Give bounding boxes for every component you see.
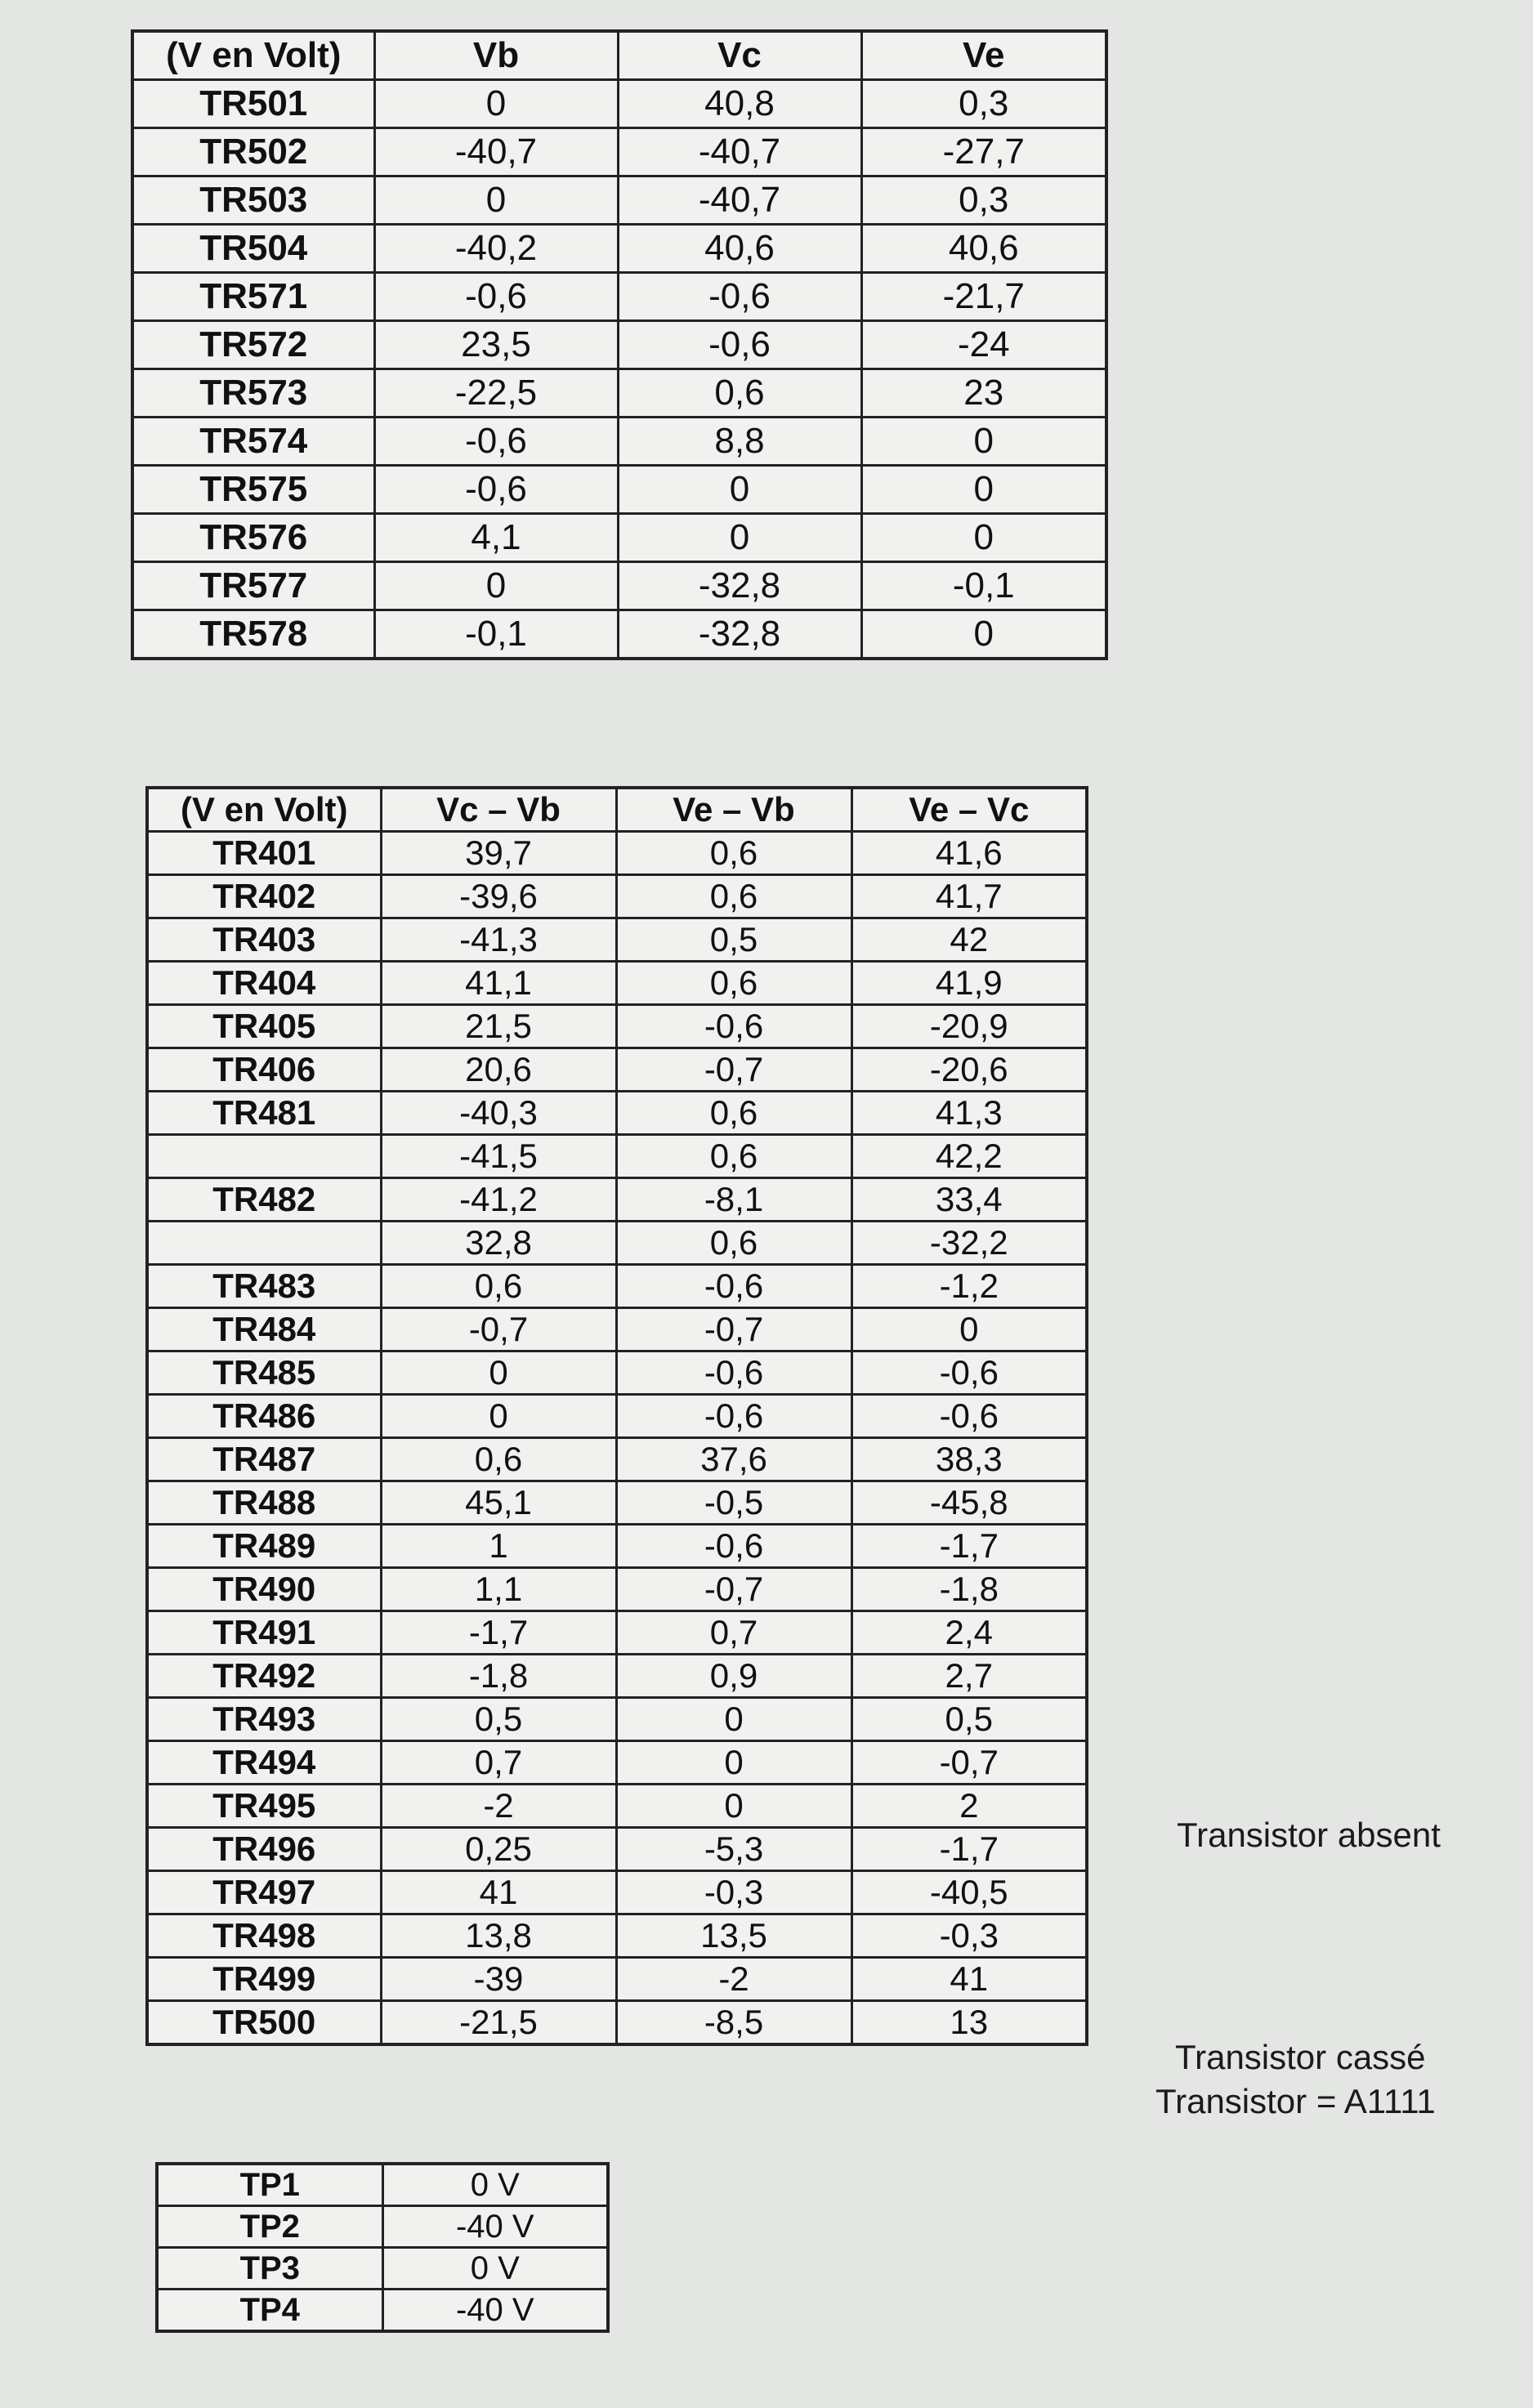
table-row [157,2164,608,2206]
table-row [147,1005,1087,1048]
table-cell: 0 [618,514,861,562]
table-row [147,832,1087,875]
column-header: Vc – Vb [381,788,616,832]
table-cell: 0 [374,176,618,225]
table-cell: 41,7 [851,875,1087,918]
table-cell: 0 [616,1698,851,1741]
table-cell: -0,6 [616,1005,851,1048]
row-label: TR573 [132,369,374,418]
row-label: TR487 [147,1438,381,1481]
table-cell: -0,3 [851,1914,1087,1958]
table-cell: -0,6 [851,1351,1087,1395]
table-cell: 0,7 [616,1611,851,1655]
table-cell: 13 [851,2001,1087,2045]
row-label [147,1222,381,1265]
column-header: Ve – Vb [616,788,851,832]
table-row [132,273,1106,321]
table-row [132,225,1106,273]
table-cell: -40,2 [374,225,618,273]
table-cell: -0,6 [851,1395,1087,1438]
table-cell: 21,5 [381,1005,616,1048]
column-header: (V en Volt) [132,31,374,80]
table-cell: -0,6 [616,1351,851,1395]
table-row [132,610,1106,659]
row-label: TR481 [147,1092,381,1135]
row-label: TR578 [132,610,374,659]
table-row [132,514,1106,562]
table-cell: -1,2 [851,1265,1087,1308]
table-cell: -5,3 [616,1828,851,1871]
table-cell: -0,1 [861,562,1106,610]
table-cell: 41,3 [851,1092,1087,1135]
table-cell: -0,6 [616,1265,851,1308]
row-label: TR486 [147,1395,381,1438]
table-cell: 0,25 [381,1828,616,1871]
table-cell: 32,8 [381,1222,616,1265]
table-cell: 42 [851,918,1087,962]
table-row [132,80,1106,128]
column-header: Ve – Vc [851,788,1087,832]
table-cell: -1,7 [851,1525,1087,1568]
table-cell: 0,3 [861,176,1106,225]
row-label: TR493 [147,1698,381,1741]
table-cell: 0,9 [616,1655,851,1698]
row-label: TR406 [147,1048,381,1092]
row-label [147,1135,381,1178]
table-cell: 40,6 [618,225,861,273]
row-label: TR504 [132,225,374,273]
table-cell: -22,5 [374,369,618,418]
test-point-table [155,2162,610,2333]
table-cell: 0,6 [618,369,861,418]
table-cell: -39,6 [381,875,616,918]
table-cell: 0,6 [381,1438,616,1481]
row-label: TR484 [147,1308,381,1351]
table-cell: -41,3 [381,918,616,962]
table-cell: -39 [381,1958,616,2001]
table-cell: -0,6 [618,273,861,321]
table-header-row [132,31,1106,80]
table-cell: -40,7 [618,176,861,225]
table-row [147,1914,1087,1958]
table-row [147,1785,1087,1828]
table-cell: -1,7 [381,1611,616,1655]
table-cell: 13,8 [381,1914,616,1958]
row-label: TR492 [147,1655,381,1698]
table-cell: 0,6 [616,1222,851,1265]
table-cell: -1,8 [381,1655,616,1698]
table-cell: -0,3 [616,1871,851,1914]
table-cell: -21,5 [381,2001,616,2045]
table-row [147,962,1087,1005]
table-cell: 42,2 [851,1135,1087,1178]
table-cell: -0,1 [374,610,618,659]
row-label: TR496 [147,1828,381,1871]
table-cell: 0 [374,562,618,610]
table-cell: 39,7 [381,832,616,875]
table-row [132,321,1106,369]
table-cell: 0 [861,418,1106,466]
table-row [132,176,1106,225]
table-cell: 0,5 [381,1698,616,1741]
table-cell: 0 [861,610,1106,659]
table-cell: 4,1 [374,514,618,562]
table-cell: 40,8 [618,80,861,128]
table-row [157,2206,608,2248]
column-header: Ve [861,31,1106,80]
table-cell: -2 [381,1785,616,1828]
table-cell: 0,7 [381,1741,616,1785]
table-cell: -32,8 [618,610,861,659]
table-cell: -41,5 [381,1135,616,1178]
table-cell: 0,6 [616,962,851,1005]
table-cell: -0,6 [374,273,618,321]
table-row [147,1741,1087,1785]
row-label: TR490 [147,1568,381,1611]
table-row [132,128,1106,176]
row-label: TR401 [147,832,381,875]
table-row [147,1351,1087,1395]
table-cell: 0 [618,466,861,514]
table-cell: -0,7 [616,1568,851,1611]
table-cell: 13,5 [616,1914,851,1958]
table-row [147,1828,1087,1871]
table-cell: -1,7 [851,1828,1087,1871]
row-label: TR497 [147,1871,381,1914]
table-row [147,1265,1087,1308]
table-cell: 37,6 [616,1438,851,1481]
table-cell: -41,2 [381,1178,616,1222]
table-cell: -0,7 [381,1308,616,1351]
table-row [147,1611,1087,1655]
table-cell: -21,7 [861,273,1106,321]
table-cell: -0,7 [616,1048,851,1092]
note-transistor-absent: Transistor absent [1177,1816,1441,1854]
table-cell: 20,6 [381,1048,616,1092]
table-row [157,2248,608,2290]
table-row [132,418,1106,466]
table-cell: 0,6 [381,1265,616,1308]
table-cell: -0,7 [851,1741,1087,1785]
table-cell: -40 V [382,2290,608,2332]
table-cell: -0,6 [374,466,618,514]
table-row [147,1048,1087,1092]
table-cell: 2,7 [851,1655,1087,1698]
table-cell: -45,8 [851,1481,1087,1525]
table-cell: 0 [861,466,1106,514]
table-cell: 41,6 [851,832,1087,875]
table-cell: 0 [851,1308,1087,1351]
table-cell: -1,8 [851,1568,1087,1611]
row-label: TR405 [147,1005,381,1048]
table-cell: 0,5 [851,1698,1087,1741]
table-row [147,1871,1087,1914]
table-row [147,1655,1087,1698]
table-cell: -32,8 [618,562,861,610]
row-label: TR499 [147,1958,381,2001]
table-cell: -0,6 [616,1395,851,1438]
row-label: TR501 [132,80,374,128]
table-cell: -20,6 [851,1048,1087,1092]
table-row [157,2290,608,2332]
column-header: Vc [618,31,861,80]
table-row [147,1958,1087,2001]
table-cell: 45,1 [381,1481,616,1525]
table-cell: 0 [381,1351,616,1395]
row-label: TR503 [132,176,374,225]
table-row [147,1178,1087,1222]
table-cell: 2 [851,1785,1087,1828]
table-row [132,562,1106,610]
row-label: TR402 [147,875,381,918]
table-cell: 0 [616,1785,851,1828]
table-cell: 0 [374,80,618,128]
transistor-voltage-table [131,29,1108,660]
table-cell: 0,3 [861,80,1106,128]
table-cell: 8,8 [618,418,861,466]
table-row [147,1438,1087,1481]
table-cell: -40 V [382,2206,608,2248]
table-cell: 1 [381,1525,616,1568]
table-row [147,1395,1087,1438]
table-row [147,1308,1087,1351]
table-cell: -2 [616,1958,851,2001]
row-label: TR502 [132,128,374,176]
table-cell: 38,3 [851,1438,1087,1481]
table-cell: 0 [616,1741,851,1785]
table-cell: 41 [381,1871,616,1914]
table-cell: 2,4 [851,1611,1087,1655]
table-cell: 41,1 [381,962,616,1005]
row-label: TR482 [147,1178,381,1222]
table-cell: 0 [381,1395,616,1438]
table-cell: 0,6 [616,832,851,875]
table-row [147,875,1087,918]
table-cell: 23,5 [374,321,618,369]
row-label: TR491 [147,1611,381,1655]
table-header-row [147,788,1087,832]
table-cell: -20,9 [851,1005,1087,1048]
table-cell: -40,7 [374,128,618,176]
table-row [147,1135,1087,1178]
row-label: TR500 [147,2001,381,2045]
row-label: TP2 [157,2206,382,2248]
transistor-voltage-difference-table [145,786,1088,2046]
table-row [147,1698,1087,1741]
row-label: TR575 [132,466,374,514]
row-label: TR577 [132,562,374,610]
column-header: (V en Volt) [147,788,381,832]
table-row [147,2001,1087,2045]
row-label: TR485 [147,1351,381,1395]
table-cell: -0,7 [616,1308,851,1351]
table-row [147,918,1087,962]
row-label: TR574 [132,418,374,466]
table-cell: 41 [851,1958,1087,2001]
table-cell: -0,6 [616,1525,851,1568]
table-cell: -0,6 [374,418,618,466]
row-label: TR495 [147,1785,381,1828]
row-label: TR498 [147,1914,381,1958]
table-cell: 23 [861,369,1106,418]
table-cell: -8,1 [616,1178,851,1222]
table-cell: -24 [861,321,1106,369]
table-cell: 0,5 [616,918,851,962]
table-cell: -0,6 [618,321,861,369]
table-cell: 41,9 [851,962,1087,1005]
row-label: TR403 [147,918,381,962]
table-cell: 33,4 [851,1178,1087,1222]
table-cell: -8,5 [616,2001,851,2045]
table-cell: 40,6 [861,225,1106,273]
table-cell: -40,5 [851,1871,1087,1914]
table-cell: 1,1 [381,1568,616,1611]
table-cell: 0 V [382,2164,608,2206]
note-transistor-broken: Transistor cassé [1175,2038,1426,2076]
table-cell: -0,5 [616,1481,851,1525]
row-label: TR488 [147,1481,381,1525]
note-transistor-replacement: Transistor = A1111 [1155,2082,1436,2120]
row-label: TP1 [157,2164,382,2206]
row-label: TR572 [132,321,374,369]
table-row [147,1481,1087,1525]
row-label: TR489 [147,1525,381,1568]
row-label: TP3 [157,2248,382,2290]
table-row [147,1525,1087,1568]
column-header: Vb [374,31,618,80]
table-row [147,1568,1087,1611]
row-label: TR571 [132,273,374,321]
table-row [132,466,1106,514]
table-cell: 0 [861,514,1106,562]
table-cell: -27,7 [861,128,1106,176]
table-row [147,1092,1087,1135]
table-cell: 0,6 [616,1135,851,1178]
table-row [132,369,1106,418]
row-label: TP4 [157,2290,382,2332]
table-cell: -40,7 [618,128,861,176]
row-label: TR576 [132,514,374,562]
table-cell: 0,6 [616,1092,851,1135]
table-cell: 0,6 [616,875,851,918]
table-cell: -32,2 [851,1222,1087,1265]
table-cell: 0 V [382,2248,608,2290]
row-label: TR483 [147,1265,381,1308]
row-label: TR494 [147,1741,381,1785]
row-label: TR404 [147,962,381,1005]
table-row [147,1222,1087,1265]
table-cell: -40,3 [381,1092,616,1135]
